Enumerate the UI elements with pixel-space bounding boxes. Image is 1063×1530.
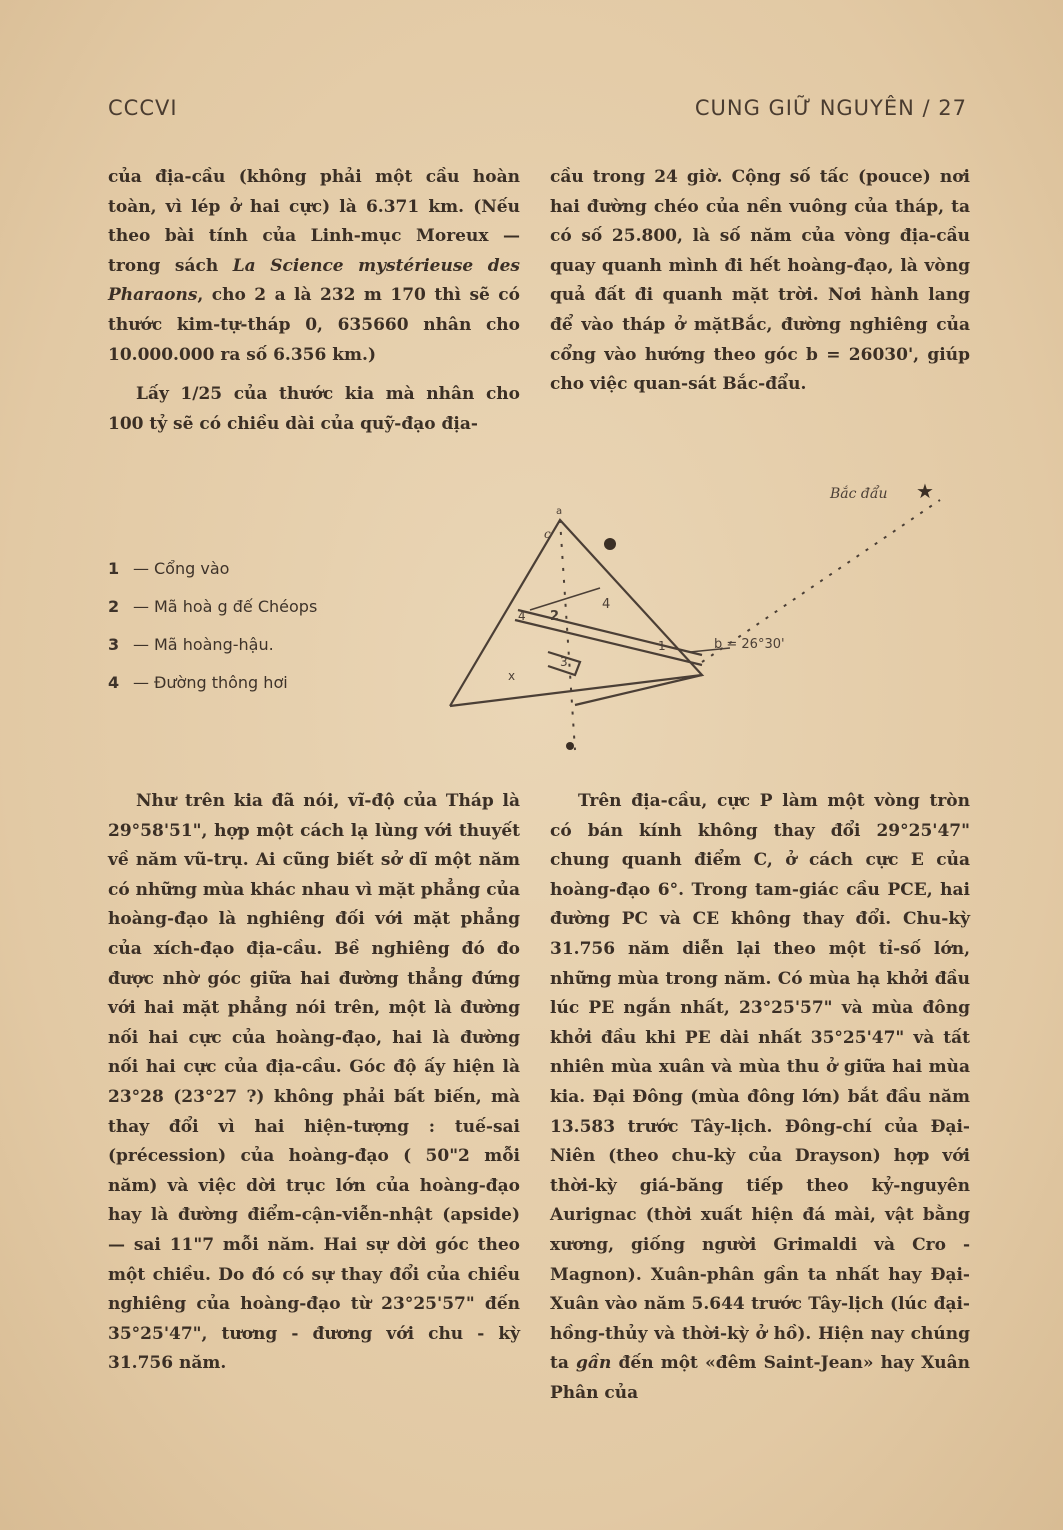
legend-dash: — [133,673,149,692]
emphasis: gần [576,1353,612,1374]
legend-number: 4 [108,673,120,692]
mark-label: 3 [560,655,568,669]
paragraph: Lấy 1/25 của thước kia mà nhân cho 100 tỷ sẽ có chiều dài của quỹ-đạo địa- [108,384,520,434]
column-bottom-right [550,787,970,1408]
legend-label: Cổng vào [154,559,230,578]
paragraph: Như trên kia đã nói, vĩ-độ của Tháp là 29°58'51", hợp một cách lạ lùng với thuyết về năm vũ-trụ. Ai cũng biết sở dĩ một năm có những mùa khác nhau vì mặt phẳng của hoàng-đạo là nghiêng đối với mặt phẳng của xích-đạo địa-cầu. Bề nghiêng đó đo được nhờ góc giữa hai đường thẳng đứng với hai mặt phẳng nói trên, một là đường nối hai cực của hoàng-đạo, hai là đường nối hai cực của địa-cầu. Góc độ ấy hiện là 23°28 (23°27 ?) không phải bất biến, mà thay đổi vì hai hiện-tượng : tuế-sai (précession) của hoàng-đạo ( 50"2 mỗi năm) và việc dời trục lớn của hoàng-đạo hay là đường điểm-cận-viễn-nhật (apside) — sai 11"7 mỗi năm. Hai sự dời góc theo một chiều. Do đó có sự thay đổi của chiều nghiêng của hoàng-đạo từ 23°25'57" đến 35°25'47", tương - đương với chu - kỳ 31.756 năm. [108,791,520,1374]
legend-dash: — [133,559,149,578]
sun-dot [604,538,616,550]
pyramid-diagram [430,470,970,770]
page-header-left: CCCVI [108,96,178,120]
legend-number: 3 [108,635,120,654]
legend-dash: — [133,597,149,616]
page-header-right: CUNG GIỮ NGUYÊN / 27 [694,96,967,120]
book-title: La Science mystérieuse des Pharaons [108,255,520,306]
mark-label: c [544,527,551,541]
figure-legend [108,556,408,708]
mark-label: 1 [658,639,666,653]
text: Trên địa-cầu, cực P làm một vòng tròn có bán kính không thay đổi 29°25'47" chung quanh điểm C, ở cách cực E của hoàng-đạo 6°. Trong tam-giác cầu PCE, hai đường PC và CE không thay đổi. Chu-kỳ 31.756 năm diễn lại theo một tỉ-số lớn, những mùa trong năm. Có mùa hạ khởi đầu lúc PE ngắn nhất, 23°25'57" và mùa đông khởi đầu khi PE dài nhất 35°25'47" và tất nhiên mùa xuân và mùa thu ở giữa hai mùa kia. Đại Đông (mùa đông lớn) bắt đầu năm 13.583 trước Tây-lịch. Đông-chí của Đại-Niên (theo chu-kỳ của Drayson) hợp với thời-kỳ giá-băng tiếp theo kỷ-nguyên Aurignac (thời xuất hiện đá mài, vật bằng xương, giống người Grimaldi và Cro - Magnon). Xuân-phân gần ta nhất hay Đại-Xuân vào năm 5.644 trước Tây-lịch (lúc đại-hồng-thủy và thời-kỳ ở hồ). Hiện nay chúng ta [550,791,970,1374]
legend-item [108,556,408,594]
text: đến một «đêm Saint-Jean» hay Xuân Phân của [550,1353,970,1403]
mark-label: 2 [550,609,560,624]
paragraph [108,163,520,370]
descending-passage-lower [515,620,702,665]
legend-label: Đường thông hơi [154,673,288,692]
text: của địa-cầu (không phải một cầu hoàn toàn, vì lép ở hai cực) là 6.371 km. (Nếu theo bài tính của Linh-mục Moreux — trong sách [108,167,520,276]
legend-label: Mã hoàng-hậu. [154,635,274,654]
pyramid-outline [450,520,702,706]
paragraph: cầu trong 24 giờ. Cộng số tấc (pouce) nơi hai đường chéo của nền vuông của tháp, ta có số 25.800, là số năm của vòng địa-cầu quay quanh mình đi hết hoàng-đạo, là vòng quả đất đi quanh mặt trời. Nơi hành lang để vào tháp ở mặtBắc, đường nghiêng của cổng vào hướng theo góc b = 26030', giúp cho việc quan-sát Bắc-đẩu. [550,167,970,395]
legend-item [108,670,408,708]
star-label: Bắc đẩu [830,486,888,502]
column-top-left [108,163,520,439]
column-bottom-left [108,787,520,1379]
lower-passage [575,675,702,705]
text: , cho 2 a là 232 m 170 thì sẽ có thước kim-tự-tháp 0, 635660 nhân cho 10.000.000 ra số 6.356 km.) [108,285,520,365]
mark-label: 4 [602,597,611,612]
legend-label: Mã hoà g đế Chéops [154,597,318,616]
mark-label: x [508,669,516,683]
paragraph [550,787,970,1408]
legend-dash: — [133,635,149,654]
star-icon: ★ [916,479,934,503]
legend-number: 1 [108,559,120,578]
angle-label: b = 26°30' [714,637,785,652]
legend-item [108,632,408,670]
legend-item [108,594,408,632]
mark-label: 4 [518,609,526,623]
mark-label: a [556,506,563,517]
descending-passage [518,610,702,655]
legend-number: 2 [108,597,120,616]
base-dot [566,742,574,750]
column-top-right [550,163,970,400]
